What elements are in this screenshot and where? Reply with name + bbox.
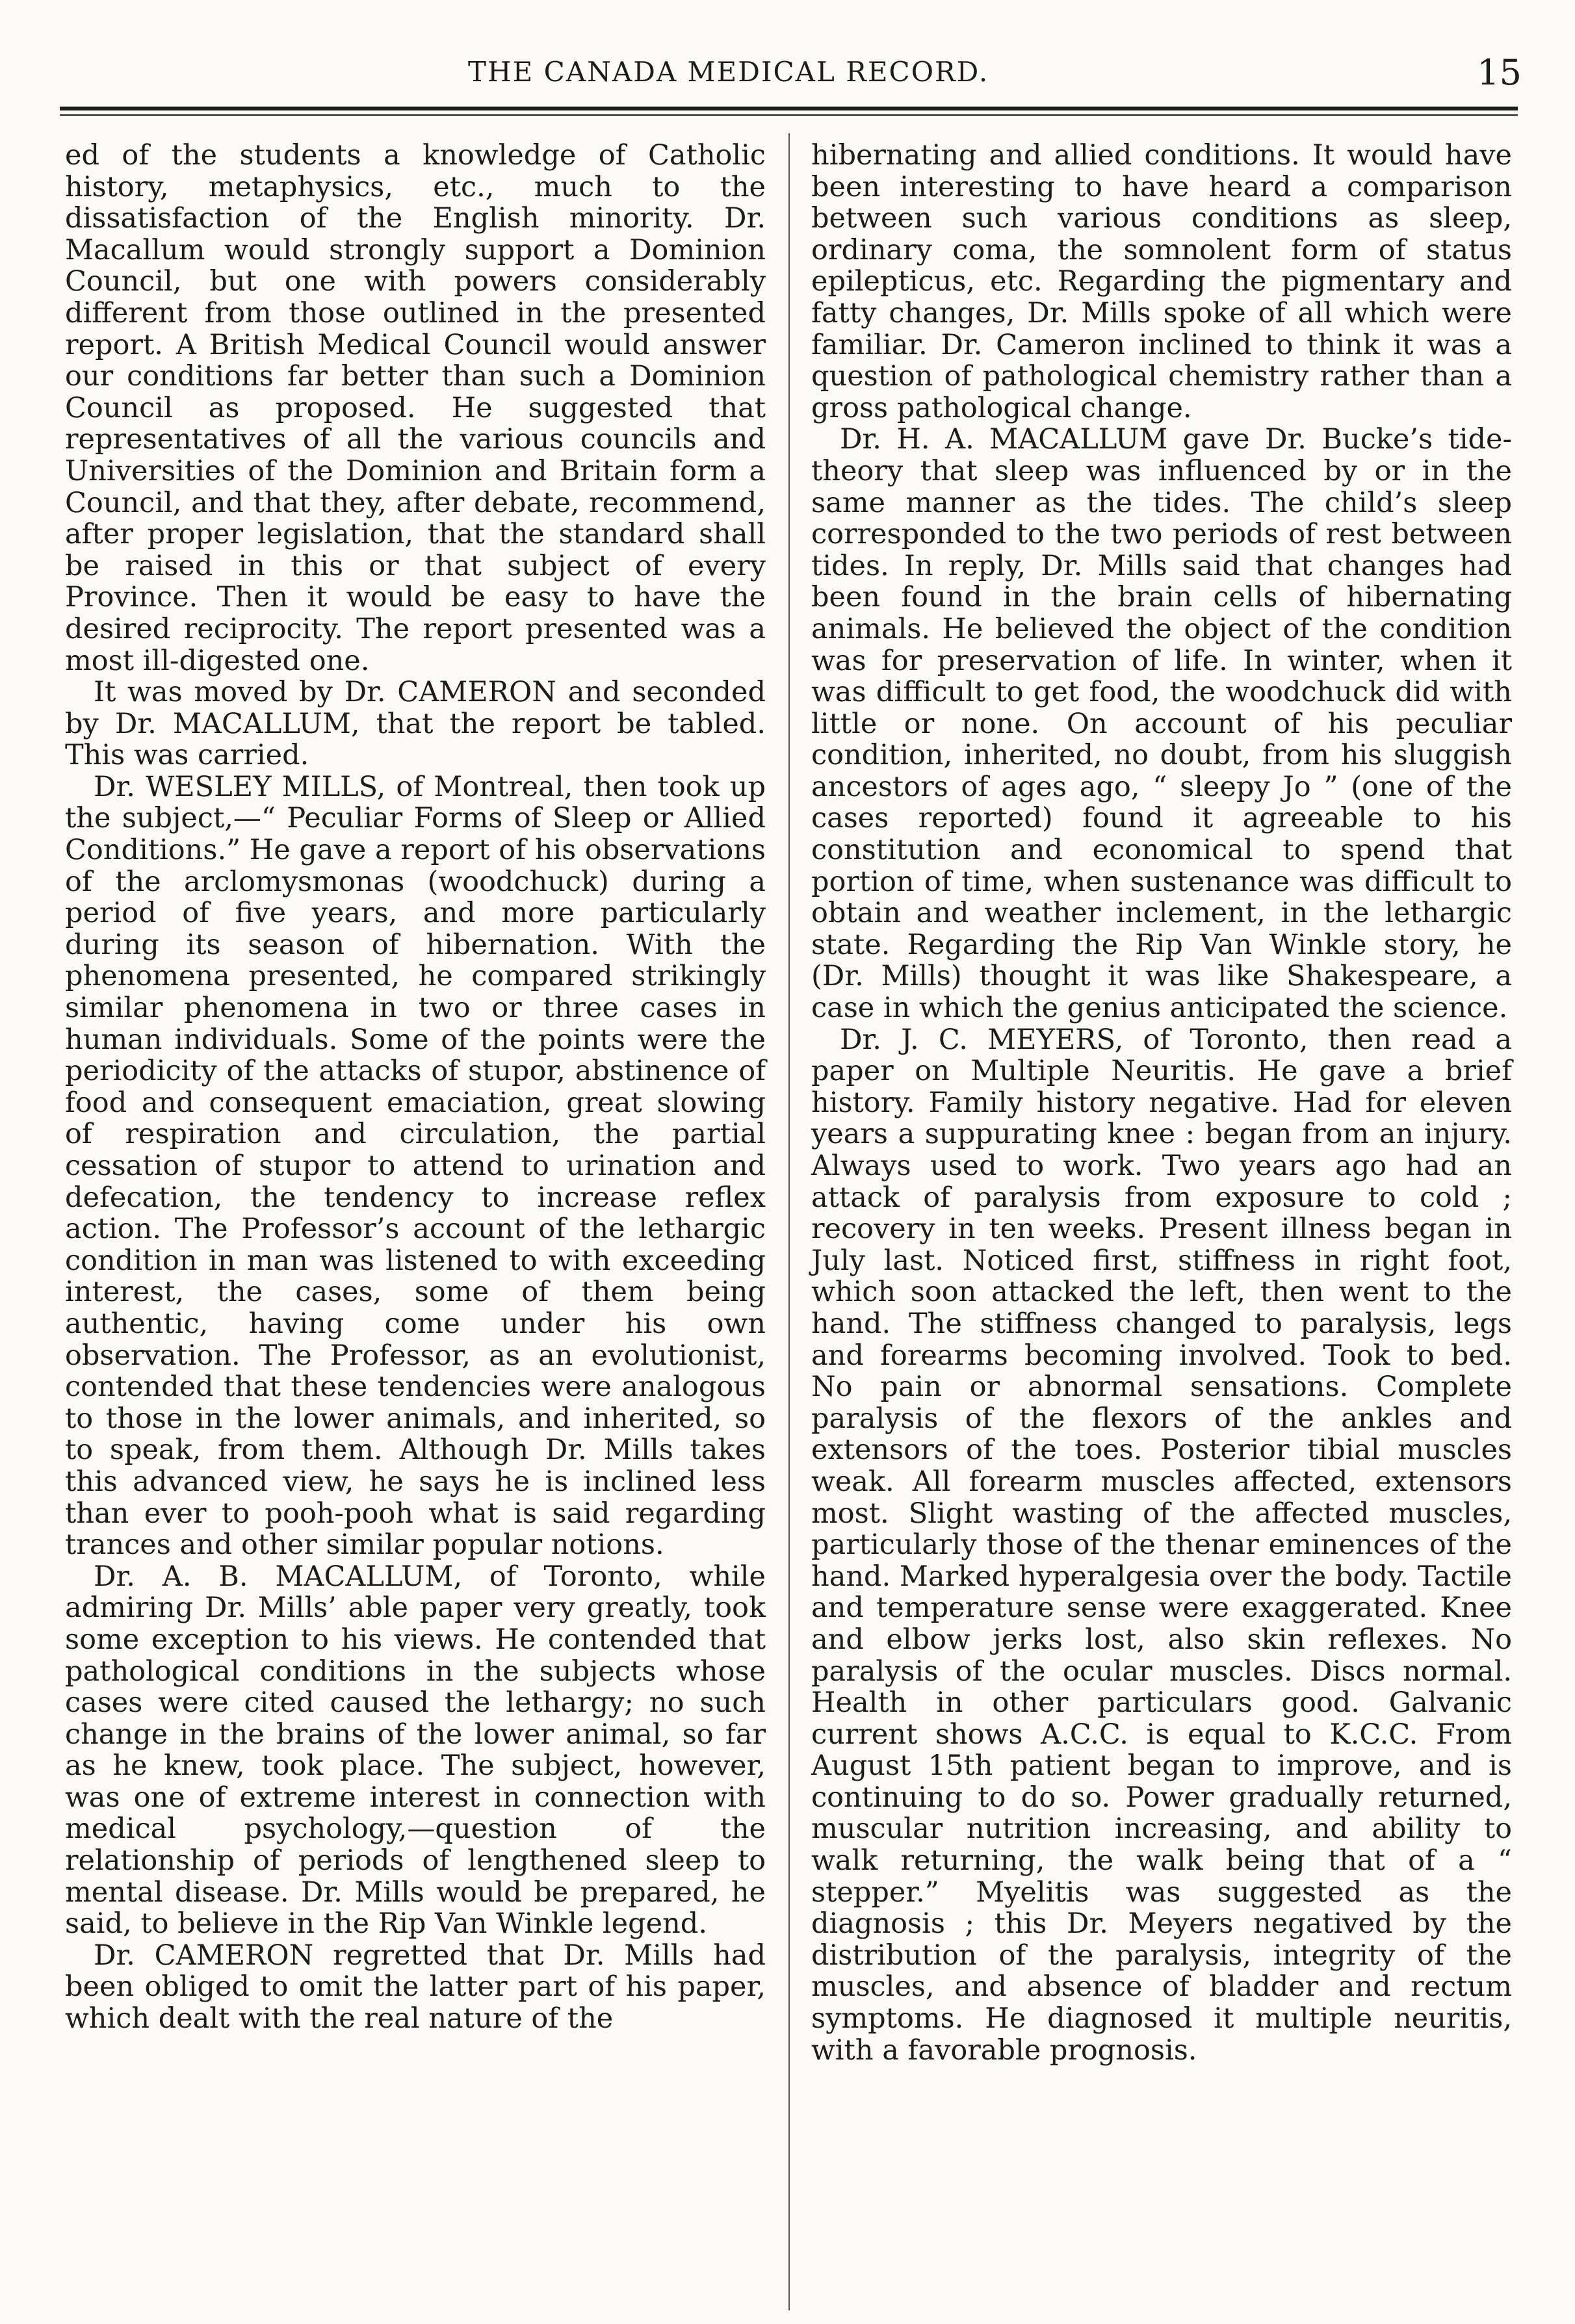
header-rule-thin bbox=[60, 114, 1518, 116]
paragraph: Dr. J. C. MEYERS, of Toronto, then read a paper on Multiple Neuritis. He gave a brief history. Family history negative. Had for eleven years a suppurating knee : began from an injury. Always used to work. Two years ago had an attack of paralysis from exposure to cold ; recovery in ten weeks. Present illness began in July last. Noticed first, stiffness in right foot, which soon attacked the left, then went to the hand. The stiffness changed to paralysis, legs and forearms becoming involved. Took to bed. No pain or abnormal sensations. Complete paralysis of the flexors of the ankles and extensors of the toes. Posterior tibial muscles weak. All forearm muscles affected, extensors most. Slight wasting of the affected muscles, particularly those of the thenar eminences of the hand. Marked hyperalgesia over the body. Tactile and temperature sense were exaggerated. Knee and elbow jerks lost, also skin reflexes. No paralysis of the ocular muscles. Discs normal. Health in other particulars good. Galvanic current shows A.C.C. is equal to K.C.C. From August 15th patient began to improve, and is continuing to do so. Power gradually returned, muscular nutrition increasing, and ability to walk returning, the walk being that of a “ stepper.” Myelitis was suggested as the diagnosis ; this Dr. Meyers negatived by the distribution of the paralysis, integrity of the muscles, and absence of bladder and rectum symptoms. He diagnosed it multiple neuritis, with a favorable prognosis. bbox=[811, 1023, 1512, 2067]
paragraph: ed of the students a knowledge of Catholic history, metaphysics, etc., much to the dissatisfaction of the English minority. Dr. Macallum would strongly support a Dominion Council, but one with powers considerably different from those outlined in the presented report. A British Medical Council would answer our conditions far better than such a Dominion Council as proposed. He suggested that representatives of all the various councils and Universities of the Dominion and Britain form a Council, and that they, after debate, recommend, after proper legislation, that the standard shall be raised in this or that subject of every Province. Then it would be easy to have the desired reciprocity. The report presented was a most ill-digested one. bbox=[65, 139, 766, 677]
header-rule-thick bbox=[60, 107, 1518, 110]
running-title: THE CANADA MEDICAL RECORD. bbox=[468, 56, 989, 88]
column-divider bbox=[788, 133, 790, 2310]
page-number: 15 bbox=[1477, 52, 1522, 93]
paragraph: Dr. WESLEY MILLS, of Montreal, then took up the subject,—“ Peculiar Forms of Sleep or Allied Conditions.” He gave a report of his observations of the arclomysmonas (woodchuck) during a period of five years, and more particularly during its season of hibernation. With the phenomena presented, he compared strikingly similar phenomena in two or three cases in human individuals. Some of the points were the periodicity of the attacks of stupor, abstinence of food and consequent emaciation, great slowing of respiration and circulation, the partial cessation of stupor to attend to urination and defecation, the tendency to increase reflex action. The Professor’s account of the lethargic condition in man was listened to with exceeding interest, the cases, some of them being authentic, having come under his own observation. The Professor, as an evolutionist, contended that these tendencies were analogous to those in the lower animals, and inherited, so to speak, from them. Although Dr. Mills takes this advanced view, he says he is inclined less than ever to pooh-pooh what is said regarding trances and other similar popular notions. bbox=[65, 770, 766, 1562]
paragraph: It was moved by Dr. CAMERON and seconded by Dr. MACALLUM, that the report be tabled. This was carried. bbox=[65, 676, 766, 772]
paragraph: hibernating and allied conditions. It would have been interesting to have heard a comparison between such various conditions as sleep, ordinary coma, the somnolent form of status epilepticus, etc. Regarding the pigmentary and fatty changes, Dr. Mills spoke of all which were familiar. Dr. Cameron inclined to think it was a question of pathological chemistry rather than a gross pathological change. bbox=[811, 139, 1512, 424]
left-column bbox=[65, 140, 766, 2035]
paragraph: Dr. H. A. MACALLUM gave Dr. Bucke’s tide-theory that sleep was influenced by or in the same manner as the tides. The child’s sleep corresponded to the two periods of rest between tides. In reply, Dr. Mills said that changes had been found in the brain cells of hibernating animals. He believed the object of the condition was for preservation of life. In winter, when it was difficult to get food, the woodchuck did with little or none. On account of his peculiar condition, inherited, no doubt, from his sluggish ancestors of ages ago, “ sleepy Jo ” (one of the cases reported) found it agreeable to his constitution and economical to spend that portion of time, when sustenance was difficult to obtain and weather inclement, in the lethargic state. Regarding the Rip Van Winkle story, he (Dr. Mills) thought it was like Shakespeare, a case in which the genius anticipated the science. bbox=[811, 423, 1512, 1025]
paragraph: Dr. CAMERON regretted that Dr. Mills had been obliged to omit the latter part of his paper, which dealt with the real nature of the bbox=[65, 1939, 766, 2035]
paragraph: Dr. A. B. MACALLUM, of Toronto, while admiring Dr. Mills’ able paper very greatly, took some exception to his views. He contended that pathological conditions in the subjects whose cases were cited caused the lethargy; no such change in the brains of the lower animal, so far as he knew, took place. The subject, however, was one of extreme interest in connection with medical psychology,—question of the relationship of periods of lengthened sleep to mental disease. Dr. Mills would be prepared, he said, to believe in the Rip Van Winkle legend. bbox=[65, 1560, 766, 1941]
right-column bbox=[811, 140, 1512, 2066]
page-header bbox=[0, 52, 1575, 108]
